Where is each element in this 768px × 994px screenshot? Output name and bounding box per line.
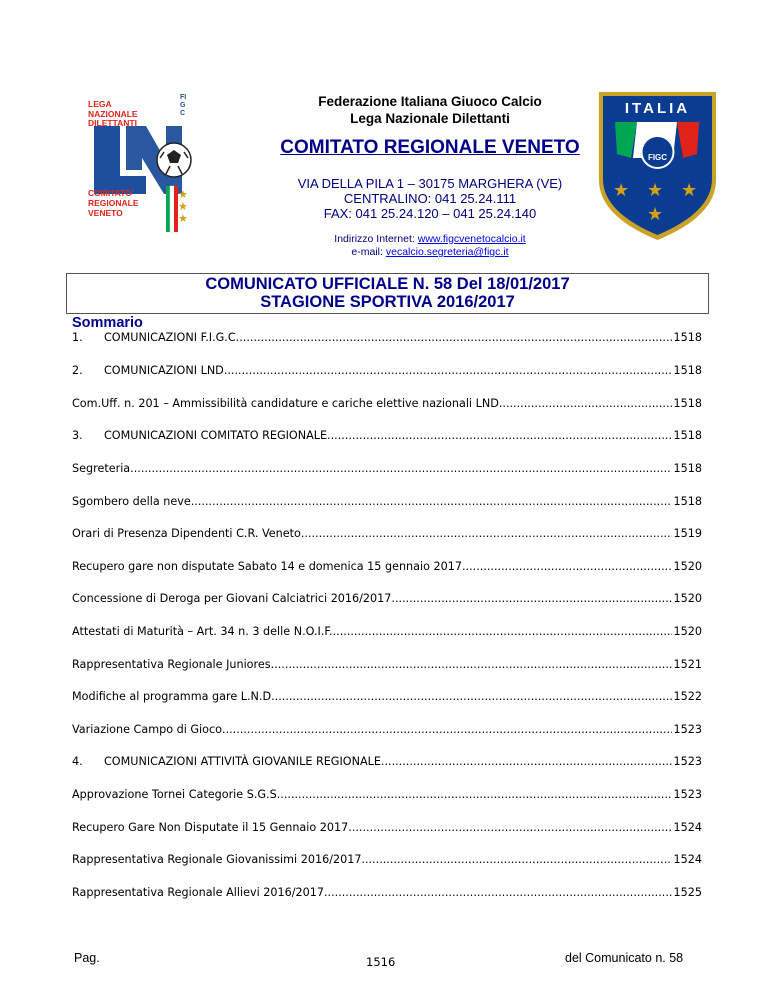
toc-item[interactable]: 1. COMUNICAZIONI F.I.G.C. ..... 1518: [72, 329, 702, 347]
fax-line: FAX: 041 25.24.120 – 041 25.24.140: [323, 206, 537, 221]
web-label: Indirizzo Internet:: [334, 233, 415, 245]
svg-text:★: ★: [178, 200, 188, 213]
toc-item[interactable]: Attestati di Maturità – Art. 34 n. 3 delle N.O.I.F. ..... 1520: [72, 623, 702, 641]
email-label: e-mail:: [351, 246, 383, 258]
toc-item[interactable]: Rappresentativa Regionale Giovanissimi 2016/2017 ..... 1524: [72, 851, 702, 869]
federation-name: Federazione Italiana Giuoco Calcio: [318, 94, 542, 109]
address-block: [200, 176, 660, 221]
italia-title: ITALIA: [624, 100, 691, 117]
toc-item[interactable]: Approvazione Tornei Categorie S.G.S. ..... 1523: [72, 786, 702, 804]
footer-page-label: Pag.: [74, 951, 100, 965]
lnd-comitato-text: COMITATO REGIONALE VENETO: [88, 188, 139, 218]
toc-item[interactable]: Segreteria ..... 1518: [72, 460, 702, 478]
email-link[interactable]: vecalcio.segreteria@figc.it: [385, 246, 509, 258]
footer-page-number: 1516: [366, 955, 396, 969]
toc-item[interactable]: Modifiche al programma gare L.N.D. ..... 1522: [72, 688, 702, 706]
figc-badge-text: FIGC: [647, 153, 668, 162]
toc-item[interactable]: Concessione di Deroga per Giovani Calciatrici 2016/2017 ..... 1520: [72, 590, 702, 608]
toc-item[interactable]: Variazione Campo di Gioco ..... 1523: [72, 721, 702, 739]
lnd-lega-text: LEGA NAZIONALE DILETTANTI: [88, 99, 138, 128]
toc-heading: Sommario: [72, 315, 143, 331]
phone-line: CENTRALINO: 041 25.24.111: [343, 191, 517, 206]
season-title: STAGIONE SPORTIVA 2016/2017: [260, 293, 515, 311]
communique-title: COMUNICATO UFFICIALE N. 58 Del 18/01/2017: [205, 275, 570, 293]
toc-item[interactable]: Recupero gare non disputate Sabato 14 e domenica 15 gennaio 2017 ..... 1520: [72, 558, 702, 576]
svg-text:★: ★: [178, 212, 188, 225]
toc-item[interactable]: Orari di Presenza Dipendenti C.R. Veneto ..... 1519: [72, 525, 702, 543]
website-link[interactable]: www.figcvenetocalcio.it: [417, 233, 526, 245]
toc-item[interactable]: Rappresentativa Regionale Allievi 2016/2017 ..... 1525: [72, 884, 702, 902]
address-line: VIA DELLA PILA 1 – 30175 MARGHERA (VE): [297, 176, 563, 191]
svg-text:★: ★: [647, 204, 664, 225]
toc-item[interactable]: Sgombero della neve ..... 1518: [72, 493, 702, 511]
toc-item[interactable]: 4. COMUNICAZIONI ATTIVITÀ GIOVANILE REGIONALE ..... 1523: [72, 753, 702, 771]
league-name: Lega Nazionale Dilettanti: [350, 111, 510, 126]
svg-text:★: ★: [647, 180, 664, 201]
committee-name: COMITATO REGIONALE VENETO: [280, 137, 580, 158]
toc-item[interactable]: Com.Uff. n. 201 – Ammissibilità candidature e cariche elettive nazionali LND ..... 1518: [72, 395, 702, 413]
svg-text:★: ★: [178, 188, 188, 201]
italia-shield-logo: [595, 88, 720, 243]
toc-item[interactable]: Rappresentativa Regionale Juniores ..... 1521: [72, 656, 702, 674]
toc-item[interactable]: 2. COMUNICAZIONI LND ..... 1518: [72, 362, 702, 380]
lnd-figc-vertical: FIGC: [180, 94, 187, 117]
footer-communique-ref: del Comunicato n. 58: [565, 951, 684, 965]
contact-block: [200, 233, 660, 259]
toc-item[interactable]: 3. COMUNICAZIONI COMITATO REGIONALE ..... 1518: [72, 427, 702, 445]
lnd-logo: [86, 86, 196, 236]
svg-text:★: ★: [613, 180, 630, 201]
svg-text:★: ★: [681, 180, 698, 201]
toc-item[interactable]: Recupero Gare Non Disputate il 15 Gennaio 2017 ..... 1524: [72, 819, 702, 837]
